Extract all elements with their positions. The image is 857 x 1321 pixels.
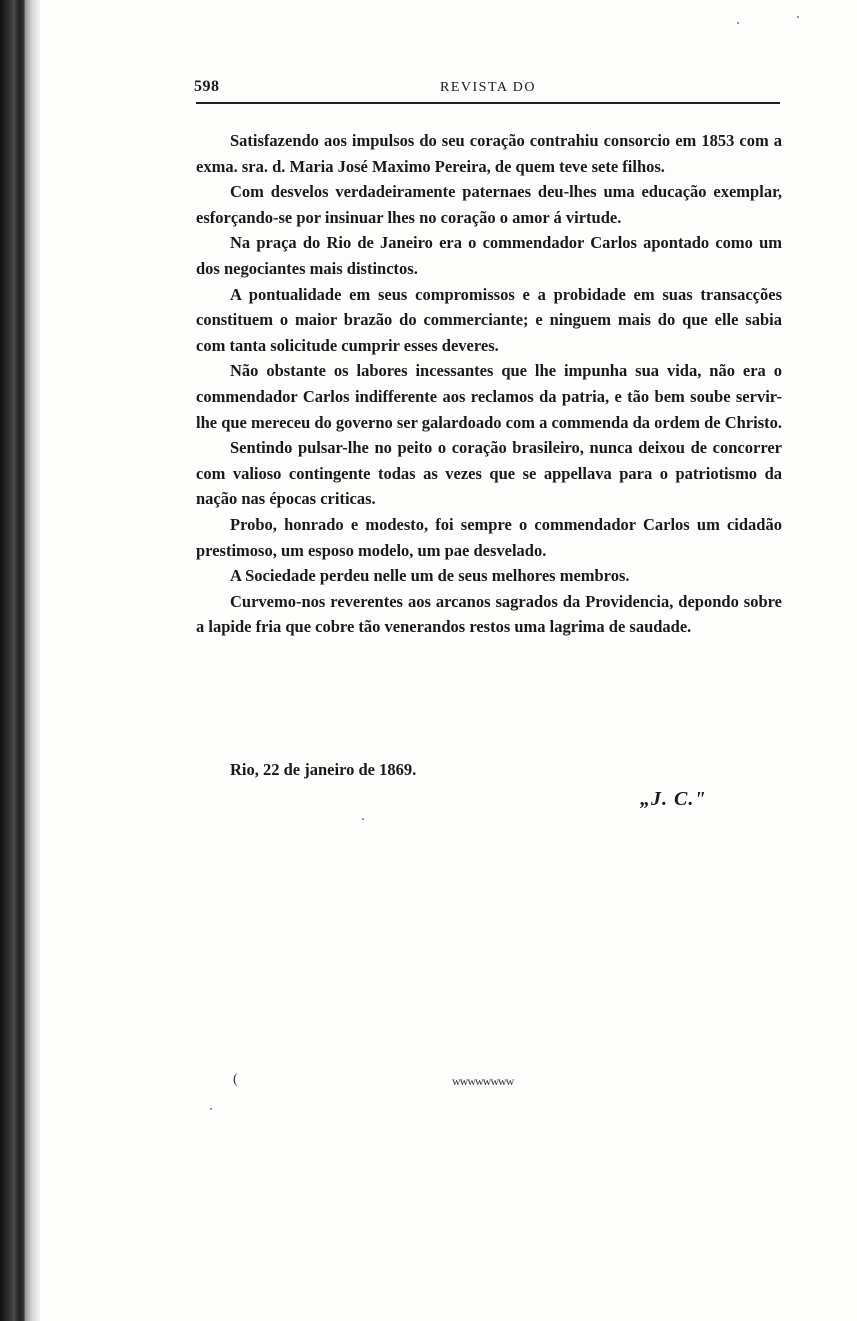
dateline: Rio, 22 de janeiro de 1869. <box>230 760 417 779</box>
paragraph: Probo, honrado e modesto, foi sempre o commendador Carlos um cidadão prestimoso, um esposo modelo, um pae desvelado. <box>196 514 782 560</box>
end-ornament: wwwwwwww <box>452 1074 514 1088</box>
book-binding <box>0 0 26 1321</box>
paper-speck <box>362 818 364 820</box>
paper-speck <box>210 1108 212 1110</box>
paragraph: A Sociedade perdeu nelle um de seus melhores membros. <box>230 566 630 586</box>
body-text <box>196 128 782 640</box>
page-gutter-shadow <box>26 0 40 1321</box>
page-header <box>194 78 780 100</box>
header-rule <box>196 102 780 104</box>
margin-mark: ( <box>233 1072 238 1087</box>
running-head: REVISTA DO <box>440 80 536 95</box>
paper-speck <box>797 16 799 18</box>
paragraph: A pontualidade em seus compromissos e a probidade em suas transacções constituem o maior brazão do commerciante; e ninguem mais do que elle sabia com tanta solicitude cumprir esses deveres. <box>196 284 782 355</box>
paragraph: Com desvelos verdadeiramente paternaes deu-lhes uma educação exemplar, esforçando-se por insinuar lhes no coração o amor á virtude. <box>196 182 782 227</box>
page-number: 598 <box>194 78 220 95</box>
paragraph: Na praça do Rio de Janeiro era o commendador Carlos apontado como um dos negociantes mais distinctos. <box>196 233 782 278</box>
paragraph: Satisfazendo aos impulsos do seu coração contrahiu consorcio em 1853 com a exma. sra. d. Maria José Maximo Pereira, de quem teve sete filhos. <box>196 131 782 176</box>
paper-speck <box>737 22 739 24</box>
paragraph: Sentindo pulsar-lhe no peito o coração brasileiro, nunca deixou de concorrer com valioso contingente todas as vezes que se appellava para o patriotismo da nação nas épocas criticas. <box>196 438 782 509</box>
signature-initials: „J. C." <box>640 788 707 810</box>
paragraph: Não obstante os labores incessantes que lhe impunha sua vida, não era o commendador Carlos indifferente aos reclamos da patria, e tão bem soube servir-lhe que mereceu do governo ser galardoado com a commenda da ordem de Christo. <box>196 361 782 432</box>
paragraph: Curvemo-nos reverentes aos arcanos sagrados da Providencia, depondo sobre a lapide fria que cobre tão venerandos restos uma lagrima de saudade. <box>196 591 782 637</box>
